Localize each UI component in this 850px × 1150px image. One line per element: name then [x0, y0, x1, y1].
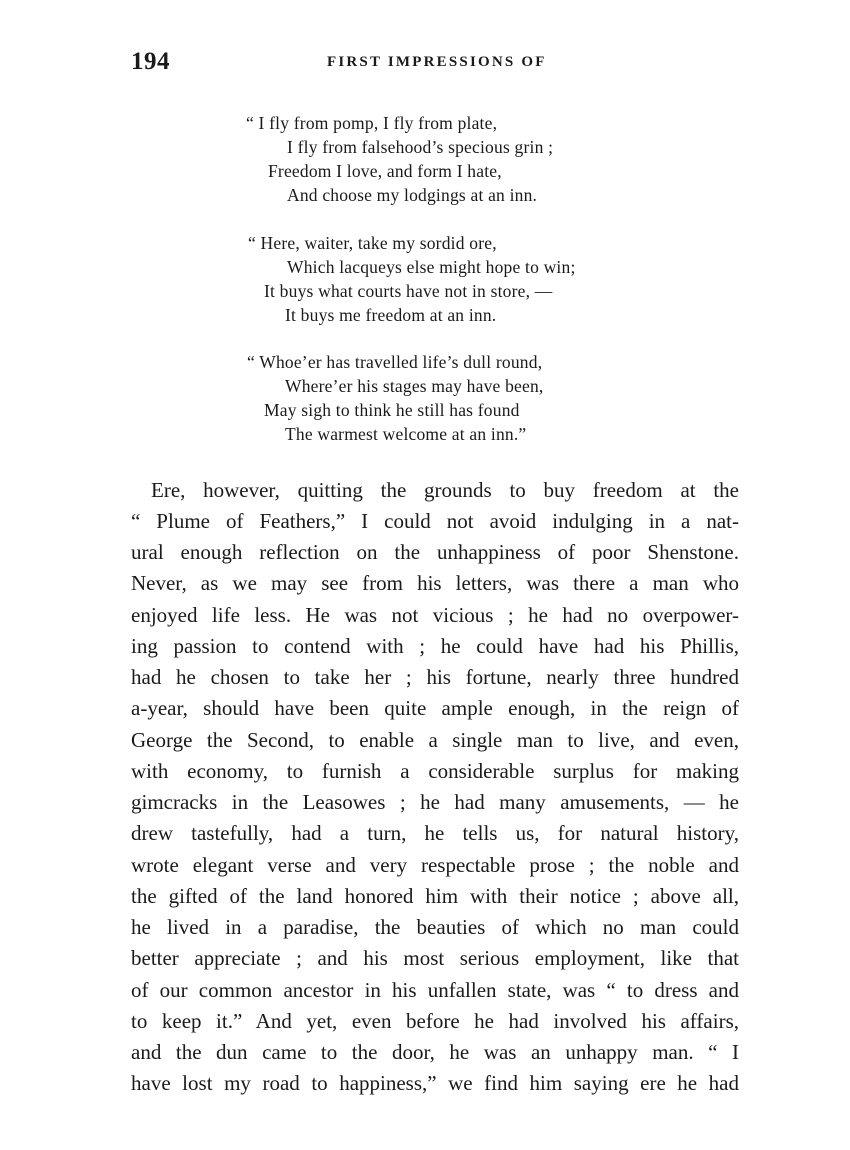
verse-line: “ Whoe’er has travelled life’s dull round, — [247, 352, 543, 372]
verse-line: Where’er his stages may have been, — [285, 376, 544, 396]
verse-line: May sigh to think he still has found — [264, 400, 520, 420]
prose-line: the gifted of the land honored him with their notice ; above all, — [131, 884, 739, 908]
prose-line: “ Plume of Feathers,” I could not avoid indulging in a nat- — [131, 509, 739, 533]
prose-line: gimcracks in the Leasowes ; he had many amusements, — he — [131, 790, 739, 814]
verse-line: It buys what courts have not in store, — — [264, 281, 553, 301]
verse-line: Which lacqueys else might hope to win; — [287, 257, 576, 277]
prose-line: with economy, to furnish a considerable surplus for making — [131, 759, 739, 783]
prose-line: Ere, however, quitting the grounds to buy freedom at the — [151, 478, 739, 502]
prose-line: wrote elegant verse and very respectable prose ; the noble and — [131, 853, 739, 877]
prose-line: a-year, should have been quite ample enough, in the reign of — [131, 696, 739, 720]
verse-line: It buys me freedom at an inn. — [285, 305, 497, 325]
prose-line: George the Second, to enable a single man to live, and even, — [131, 728, 739, 752]
verse-line: I fly from falsehood’s specious grin ; — [287, 137, 554, 157]
prose-line: enjoyed life less. He was not vicious ; he had no overpower- — [131, 603, 739, 627]
prose-line: have lost my road to happiness,” we find him saying ere he had — [131, 1071, 739, 1095]
verse-line: “ I fly from pomp, I fly from plate, — [246, 113, 498, 133]
prose-line: he lived in a paradise, the beauties of which no man could — [131, 915, 739, 939]
prose-line: of our common ancestor in his unfallen state, was “ to dress and — [131, 978, 739, 1002]
prose-line: ural enough reflection on the unhappiness of poor Shenstone. — [131, 540, 739, 564]
page-number: 194 — [131, 48, 170, 75]
verse-line: The warmest welcome at an inn.” — [285, 424, 527, 444]
verse-line: “ Here, waiter, take my sordid ore, — [248, 233, 497, 253]
prose-line: had he chosen to take her ; his fortune, nearly three hundred — [131, 665, 739, 689]
prose-line: ing passion to contend with ; he could have had his Phillis, — [131, 634, 739, 658]
prose-line: to keep it.” And yet, even before he had involved his affairs, — [131, 1009, 739, 1033]
verse-line: Freedom I love, and form I hate, — [268, 161, 502, 181]
prose-line: better appreciate ; and his most serious employment, like that — [131, 946, 739, 970]
prose-line: drew tastefully, had a turn, he tells us, for natural history, — [131, 821, 739, 845]
verse-line: And choose my lodgings at an inn. — [287, 185, 538, 205]
prose-line: Never, as we may see from his letters, was there a man who — [131, 571, 739, 595]
running-head: FIRST IMPRESSIONS OF — [327, 54, 547, 70]
prose-line: and the dun came to the door, he was an unhappy man. “ I — [131, 1040, 739, 1064]
